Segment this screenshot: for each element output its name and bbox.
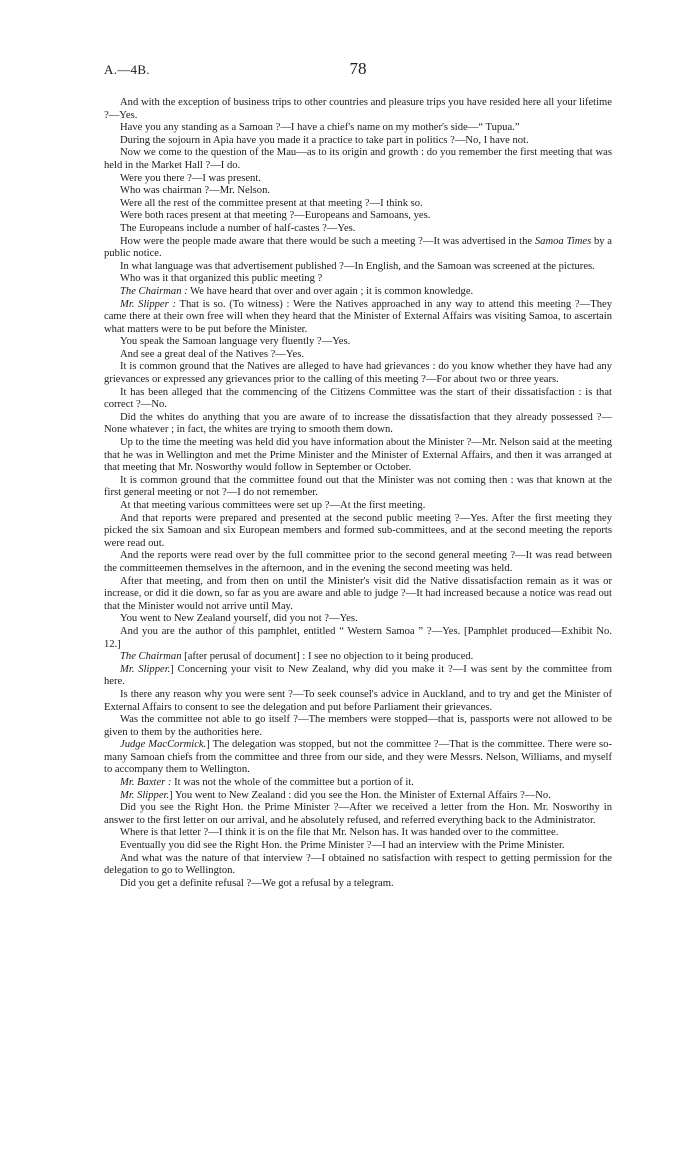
paragraph: Who was chairman ?—Mr. Nelson.	[120, 185, 271, 197]
paragraph: Who was it that organized this public meeting ?	[120, 273, 323, 285]
paragraph: The Chairman [after perusal of document] : I see no objection to it being produced.	[120, 651, 474, 663]
paragraph: Where is that letter ?—I think it is on the file that Mr. Nelson has. It was handed over to the committee.	[120, 827, 559, 839]
paragraph: Was the committee not able to go itself ?—The members were stopped—that is, passports were not allowed to be given to them by the authorities here.	[104, 714, 612, 738]
paragraph: You went to New Zealand yourself, did you not ?—Yes.	[120, 613, 358, 625]
paragraph: Mr. Baxter : It was not the whole of the committee but a portion of it.	[120, 777, 414, 789]
paragraph: Were you there ?—I was present.	[120, 172, 261, 184]
paragraph: It is common ground that the Natives are alleged to have had grievances : do you know whether they have had any grievances or expressed any grievances prior to the calling of this meeting ?—For about two or three years.	[104, 361, 612, 386]
paragraph: Mr. Slipper.] You went to New Zealand : did you see the Hon. the Minister of External Affairs ?—No.	[120, 789, 551, 801]
paragraph: Did the whites do anything that you are aware of to increase the dissatisfaction that they already possessed ?—None whatever ; in fact, the whites are trying to smooth them down.	[104, 411, 612, 436]
paragraph: You speak the Samoan language very fluently ?—Yes.	[120, 336, 351, 348]
paragraph: Mr. Slipper.] Concerning your visit to New Zealand, why did you make it ?—I was sent by the committee from here.	[104, 663, 612, 688]
paragraph: Were both races present at that meeting ?—Europeans and Samoans, yes.	[120, 210, 431, 222]
paragraph: And what was the nature of that interview ?—I obtained no satisfaction with respect to getting permission for the delegation to go to Wellington.	[104, 852, 612, 877]
paragraph: Eventually you did see the Right Hon. the Prime Minister ?—I had an interview with the Prime Minister.	[120, 840, 565, 852]
paragraph: The Europeans include a number of half-castes ?—Yes.	[120, 222, 356, 234]
paragraph: How were the people made aware that there would be such a meeting ?—It was advertised in the Samoa Times by a public notice.	[104, 235, 613, 260]
paragraph: Mr. Slipper : That is so. (To witness) : Were the Natives approached in any way to attend this meeting ?—They came there at their own free will when they heard that the Minister of External Affairs was visiting Samoa, to ascertain what matters were to be put before the Minister.	[104, 298, 612, 335]
paragraph: During the sojourn in Apia have you made it a practice to take part in politics ?—No, I have not.	[120, 134, 529, 146]
paragraph: Have you any standing as a Samoan ?—I have a chief's name on my mother's side—“ Tupua.”	[120, 122, 520, 134]
page-header	[104, 59, 612, 82]
paragraph: Is there any reason why you were sent ?—To seek counsel's advice in Auckland, and to try and get the Minister of External Affairs to consent to see the delegation and put before Parliament their grievances.	[104, 688, 612, 713]
paragraph: In what language was that advertisement published ?—In English, and the Samoan was screened at the pictures.	[120, 260, 595, 272]
paragraph: Up to the time the meeting was held did you have information about the Minister ?—Mr. Nelson said at the meeting that he was in Wellington and met the Prime Minister and the Minister of External Affairs, and then it was arranged at that meeting that Mr. Nosworthy would follow in September or October.	[104, 437, 612, 474]
paragraph: It is common ground that the committee found out that the Minister was not coming then : was that known at the first general meeting or not ?—I do not remember.	[104, 474, 612, 499]
page-number: 78	[349, 59, 367, 78]
paragraph: It has been alleged that the commencing of the Citizens Committee was the start of their dissatisfaction : is that correct ?—No.	[104, 386, 612, 411]
paragraph: And the reports were read over by the full committee prior to the second general meeting ?—It was read between the committeemen themselves in the afternoon, and in the evening the second meeting was held.	[104, 550, 612, 574]
paragraph: At that meeting various committees were set up ?—At the first meeting.	[120, 500, 426, 511]
paragraph: And see a great deal of the Natives ?—Yes.	[120, 348, 304, 360]
paragraph: Did you get a definite refusal ?—We got a refusal by a telegram.	[120, 877, 394, 889]
paragraph: Were all the rest of the committee present at that meeting ?—I think so.	[120, 197, 423, 209]
paragraph: Judge MacCormick.] The delegation was stopped, but not the committee ?—That is the committee. There were so-many Samoan chiefs from the committee and three from our side, and they were Messrs. Nelson, Williams, and myself to accompany them to Wellington.	[104, 739, 612, 776]
document-reference: A.—4B.	[104, 62, 150, 77]
paragraph: Did you see the Right Hon. the Prime Minister ?—After we received a letter from the Hon. Mr. Nosworthy in answer to the first letter on our arrival, and he absolutely refused, and referred everything back to the Administrator.	[104, 802, 612, 826]
paragraph: After that meeting, and from then on until the Minister's visit did the Native dissatisfaction remain as it was or increase, or did it die down, so far as you are aware and able to judge ?—It had increased because a notice was read out that the Minister would not arrive until May.	[104, 575, 612, 612]
paragraph: And you are the author of this pamphlet, entitled “ Western Samoa ” ?—Yes. [Pamphlet produced—Exhibit No. 12.]	[104, 625, 612, 650]
document-body	[104, 97, 612, 890]
paragraph: Now we come to the question of the Mau—as to its origin and growth : do you remember the first meeting that was held in the Market Hall ?—I do.	[104, 147, 612, 171]
paragraph: And that reports were prepared and presented at the second public meeting ?—Yes. After the first meeting they picked the six Samoan and six European members and formed sub-committees, and at the second meeting the reports were read out.	[104, 512, 612, 549]
paragraph: And with the exception of business trips to other countries and pleasure trips you have resided here all your lifetime ?—Yes.	[104, 97, 612, 121]
paragraph: The Chairman : We have heard that over and over again ; it is common knowledge.	[120, 285, 474, 297]
